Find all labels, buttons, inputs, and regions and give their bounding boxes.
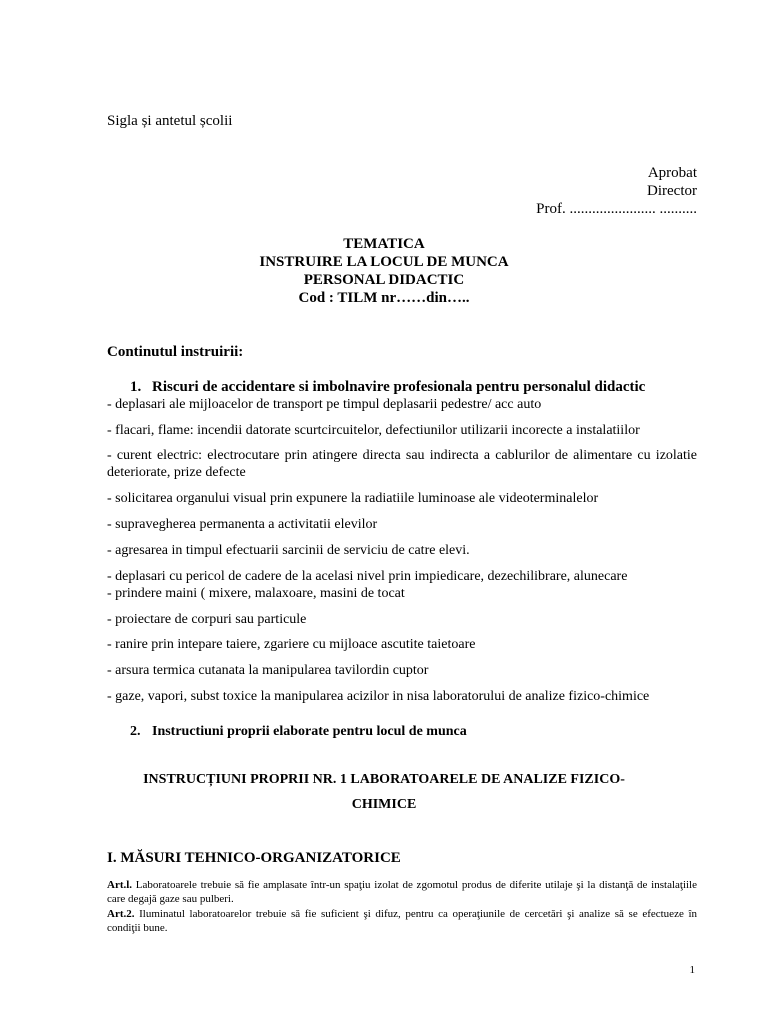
approved-label: Aprobat	[647, 165, 697, 181]
school-logo-placeholder: Sigla și antetul școlii	[107, 113, 233, 129]
prof-signature-line: Prof. ....................... ..........	[536, 201, 697, 217]
section-1-heading: Riscuri de accidentare si imbolnavire profesionala pentru personalul didactic	[152, 379, 646, 395]
list-item: - deplasari ale mijloacelor de transport pe timpul deplasarii pedestre/ acc auto	[107, 397, 542, 412]
list-item: - supravegherea permanenta a activitatii elevilor	[107, 517, 378, 532]
page-number: 1	[689, 964, 695, 976]
article-1	[107, 878, 697, 906]
director-label: Director	[647, 183, 697, 199]
section-2-heading: Instructiuni proprii elaborate pentru locul de munca	[152, 724, 467, 739]
title-line-3: PERSONAL DIDACTIC	[303, 272, 465, 288]
list-item: - flacari, flame: incendii datorate scurtcircuitelor, defectiunilor utilizarii incorecte a instalatiilor	[107, 423, 640, 438]
article-label: Art.l.	[107, 879, 133, 891]
section-1-number: 1.	[130, 379, 142, 395]
article-text: Iluminatul laboratoarelor trebuie să fie suficient şi difuz, pentru ca operaţiunile de cercetări şi analize să se efectueze în condiţii bune.	[107, 908, 697, 934]
title-line-2: INSTRUIRE LA LOCUL DE MUNCA	[259, 254, 509, 270]
article-text: Laboratoarele trebuie să fie amplasate într-un spaţiu izolat de zgomotul produs de diferite utilaje şi la distanţă de instalaţiile care degajă gaze sau pulberi.	[107, 879, 697, 905]
instructions-title-line-1: INSTRUCȚIUNI PROPRII NR. 1 LABORATOARELE DE ANALIZE FIZICO-	[143, 772, 625, 787]
instructions-title-line-2: CHIMICE	[351, 797, 417, 812]
list-item: - prindere maini ( mixere, malaxoare, masini de tocat	[107, 586, 405, 601]
article-2	[107, 907, 697, 935]
section-2-number: 2.	[130, 724, 141, 739]
content-heading: Continutul instruirii:	[107, 344, 244, 360]
measures-heading: I. MĂSURI TEHNICO-ORGANIZATORICE	[107, 850, 401, 866]
list-item: - deplasari cu pericol de cadere de la acelasi nivel prin impiedicare, dezechilibrare, alunecare	[107, 569, 628, 584]
list-item: - agresarea in timpul efectuarii sarcinii de serviciu de catre elevi.	[107, 543, 470, 558]
list-item: - proiectare de corpuri sau particule	[107, 612, 307, 627]
list-item: - solicitarea organului visual prin expunere la radiatiile luminoase ale videoterminalelor	[107, 491, 599, 506]
title-line-4: Cod : TILM nr……din…..	[298, 290, 470, 306]
list-item: - gaze, vapori, subst toxice la manipularea acizilor in nisa laboratorului de analize fizico-chimice	[107, 689, 650, 704]
list-item: - curent electric: electrocutare prin atingere directa sau indirecta a cablurilor de alimentare cu izolatie deteriorate, prize defecte	[107, 448, 697, 480]
article-label: Art.2.	[107, 908, 135, 920]
title-line-1: TEMATICA	[343, 236, 425, 252]
list-item: - ranire prin intepare taiere, zgariere cu mijloace ascutite taietoare	[107, 637, 476, 652]
list-item: - arsura termica cutanata la manipularea tavilordin cuptor	[107, 663, 429, 678]
